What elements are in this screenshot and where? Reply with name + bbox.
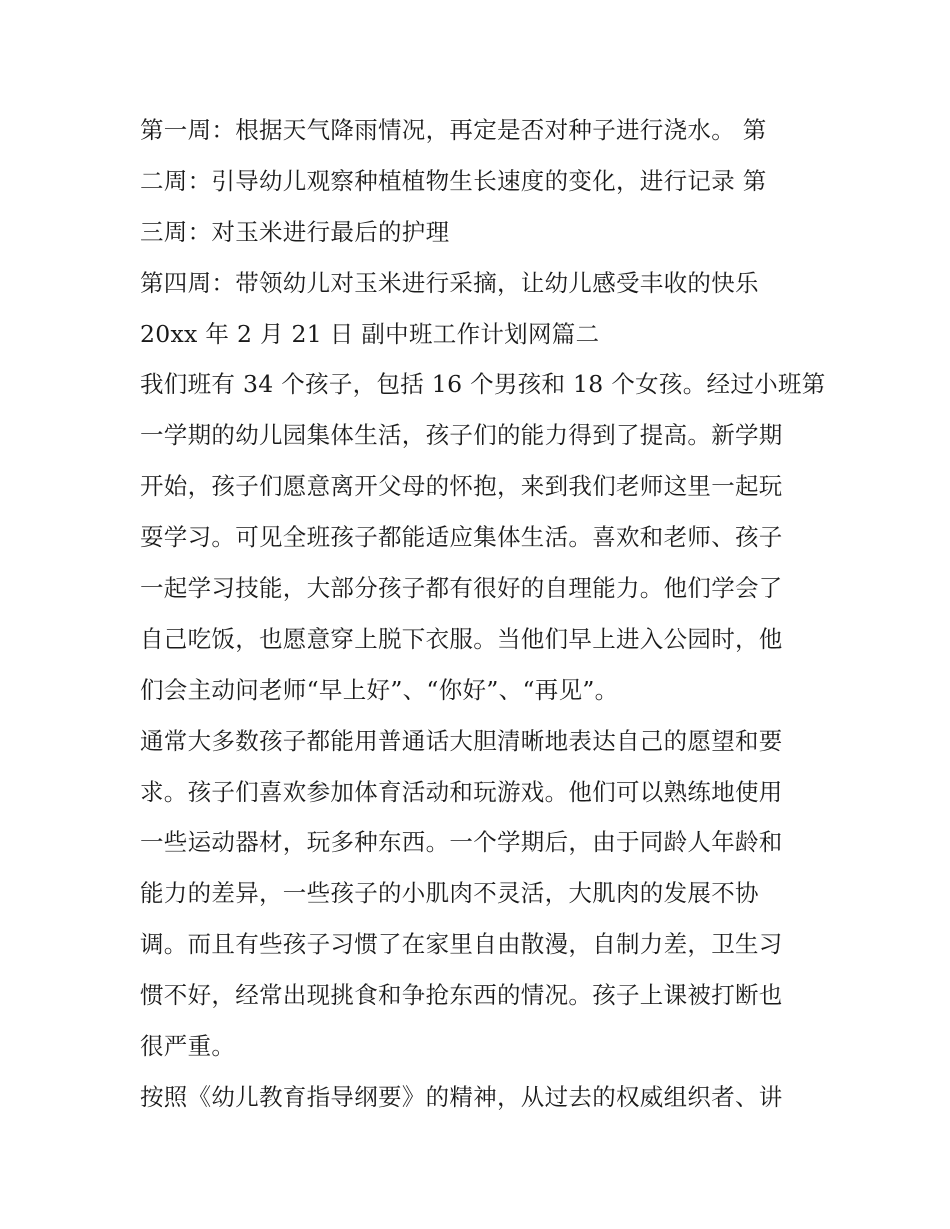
- body-text: [140, 105, 826, 1123]
- text-line: 二周：引导幼儿观察种植植物生长速度的变化，进行记录 第: [140, 166, 767, 195]
- text-line: 惯不好，经常出现挑食和争抢东西的情况。孩子上课被打断也: [140, 981, 783, 1010]
- text-line: 调。而且有些孩子习惯了在家里自由散漫，自制力差，卫生习: [140, 930, 783, 959]
- text-line: 很严重。: [140, 1032, 236, 1061]
- text-line: 第四周：带领幼儿对玉米进行采摘，让幼儿感受丰收的快乐: [140, 268, 759, 297]
- text-line: 第一周：根据天气降雨情况，再定是否对种子进行浇水。 第: [140, 116, 767, 144]
- text-line: 开始，孩子们愿意离开父母的怀抱，来到我们老师这里一起玩: [140, 472, 783, 501]
- text-line: 求。孩子们喜欢参加体育活动和玩游戏。他们可以熟练地使用: [140, 777, 783, 806]
- text-line: 通常大多数孩子都能用普通话大胆清晰地表达自己的愿望和要: [140, 726, 783, 755]
- text-line: 20xx 年 2 月 21 日 副中班工作计划网篇二: [140, 319, 600, 348]
- text-line: 自己吃饭，也愿意穿上脱下衣服。当他们早上进入公园时，他: [140, 624, 783, 653]
- text-line: 三周：对玉米进行最后的护理: [140, 217, 450, 246]
- text-line: 一学期的幼儿园集体生活，孩子们的能力得到了提高。新学期: [140, 421, 783, 450]
- text-line: 一些运动器材，玩多种东西。一个学期后，由于同龄人年龄和: [140, 828, 783, 857]
- text-line: 一起学习技能，大部分孩子都有很好的自理能力。他们学会了: [140, 574, 783, 603]
- text-line: 按照《幼儿教育指导纲要》的精神，从过去的权威组织者、讲: [140, 1082, 783, 1111]
- text-line: 能力的差异，一些孩子的小肌肉不灵活，大肌肉的发展不协: [140, 879, 759, 908]
- text-line: 我们班有 34 个孩子，包括 16 个男孩和 18 个女孩。经过小班第: [140, 370, 826, 399]
- text-line: 们会主动问老师“早上好”、“你好”、“再见”。: [140, 675, 619, 704]
- text-line: 耍学习。可见全班孩子都能适应集体生活。喜欢和老师、孩子: [140, 523, 783, 552]
